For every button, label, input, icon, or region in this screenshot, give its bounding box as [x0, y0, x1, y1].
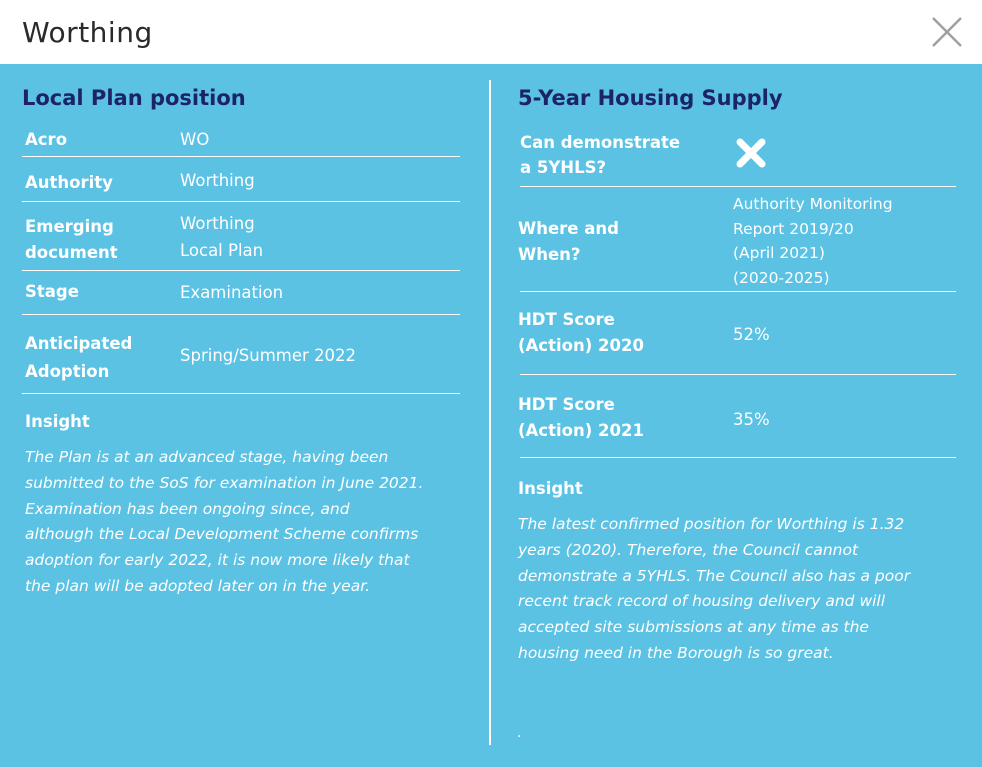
hdt-2021-value: 35% — [733, 410, 770, 429]
insight-line: years (2020). Therefore, the Council cannot — [518, 540, 859, 559]
insight-line: demonstrate a 5YHLS. The Council also has a poor — [518, 566, 911, 585]
label-line: When? — [518, 245, 581, 264]
modal-body — [0, 64, 982, 767]
housing-insight-label: Insight — [518, 479, 583, 498]
label-line: Where and — [518, 219, 619, 238]
label-line: Anticipated — [25, 334, 133, 353]
label-line: (Action) 2020 — [518, 336, 644, 355]
local-plan-insight-label: Insight — [25, 412, 90, 431]
close-icon[interactable] — [931, 16, 963, 48]
row-divider — [520, 457, 956, 458]
can-demonstrate-label — [520, 130, 680, 180]
label-line: Can demonstrate — [520, 133, 681, 152]
cross-icon — [735, 137, 767, 174]
modal-title: Worthing — [22, 16, 153, 49]
row-divider — [520, 186, 956, 187]
insight-line: housing need in the Borough is so great. — [518, 643, 834, 662]
acro-value: WO — [180, 130, 210, 149]
row-divider — [520, 291, 956, 292]
hdt-2021-label — [518, 392, 644, 444]
housing-insight-text — [518, 512, 910, 667]
value-line: (2020-2025) — [733, 268, 830, 287]
label-line: HDT Score — [518, 310, 615, 329]
footnote: . — [517, 725, 522, 741]
value-line: Local Plan — [180, 241, 264, 260]
acro-label: Acro — [25, 130, 68, 149]
insight-line: the plan will be adopted later on in the year. — [25, 576, 371, 595]
row-divider — [22, 270, 460, 271]
insight-line: The Plan is at an advanced stage, having been — [25, 448, 389, 466]
emerging-document-label — [25, 214, 118, 266]
insight-line: although the Local Development Scheme confirms — [25, 525, 419, 544]
row-divider — [520, 374, 956, 375]
hdt-2020-label — [518, 307, 644, 359]
modal-header — [0, 0, 982, 64]
insight-line: recent track record of housing delivery and will — [518, 592, 886, 611]
authority-value: Worthing — [180, 171, 255, 190]
stage-label: Stage — [25, 282, 79, 301]
anticipated-adoption-value: Spring/Summer 2022 — [180, 346, 357, 365]
value-line: Worthing — [180, 214, 255, 233]
hdt-2020-value: 52% — [733, 325, 770, 344]
where-when-value — [733, 192, 893, 290]
housing-supply-heading: 5-Year Housing Supply — [518, 86, 783, 110]
anticipated-adoption-label — [25, 330, 132, 386]
insight-line: accepted site submissions at any time as the — [518, 618, 869, 637]
row-divider — [22, 201, 460, 202]
row-divider — [22, 393, 460, 394]
authority-label: Authority — [25, 173, 113, 192]
value-line: (April 2021) — [733, 244, 825, 262]
label-line: HDT Score — [518, 395, 615, 414]
label-line: a 5YHLS? — [520, 158, 607, 177]
row-divider — [22, 314, 460, 315]
insight-line: Examination has been ongoing since, and — [25, 499, 350, 518]
label-line: (Action) 2021 — [518, 421, 644, 440]
emerging-document-value — [180, 210, 263, 264]
insight-line: submitted to the SoS for examination in June 2021. — [25, 473, 424, 492]
column-divider — [489, 80, 491, 745]
label-line: Emerging — [25, 217, 114, 236]
label-line: document — [25, 243, 118, 262]
value-line: Report 2019/20 — [733, 219, 854, 238]
value-line: Authority Monitoring — [733, 195, 893, 213]
where-when-label — [518, 216, 619, 268]
label-line: Adoption — [25, 362, 110, 381]
insight-line: adoption for early 2022, it is now more likely that — [25, 551, 410, 570]
row-divider — [22, 156, 460, 157]
stage-value: Examination — [180, 283, 284, 302]
local-plan-insight-text — [25, 445, 423, 600]
local-plan-heading: Local Plan position — [22, 86, 246, 110]
insight-line: The latest confirmed position for Worthing is 1.32 — [518, 515, 905, 533]
